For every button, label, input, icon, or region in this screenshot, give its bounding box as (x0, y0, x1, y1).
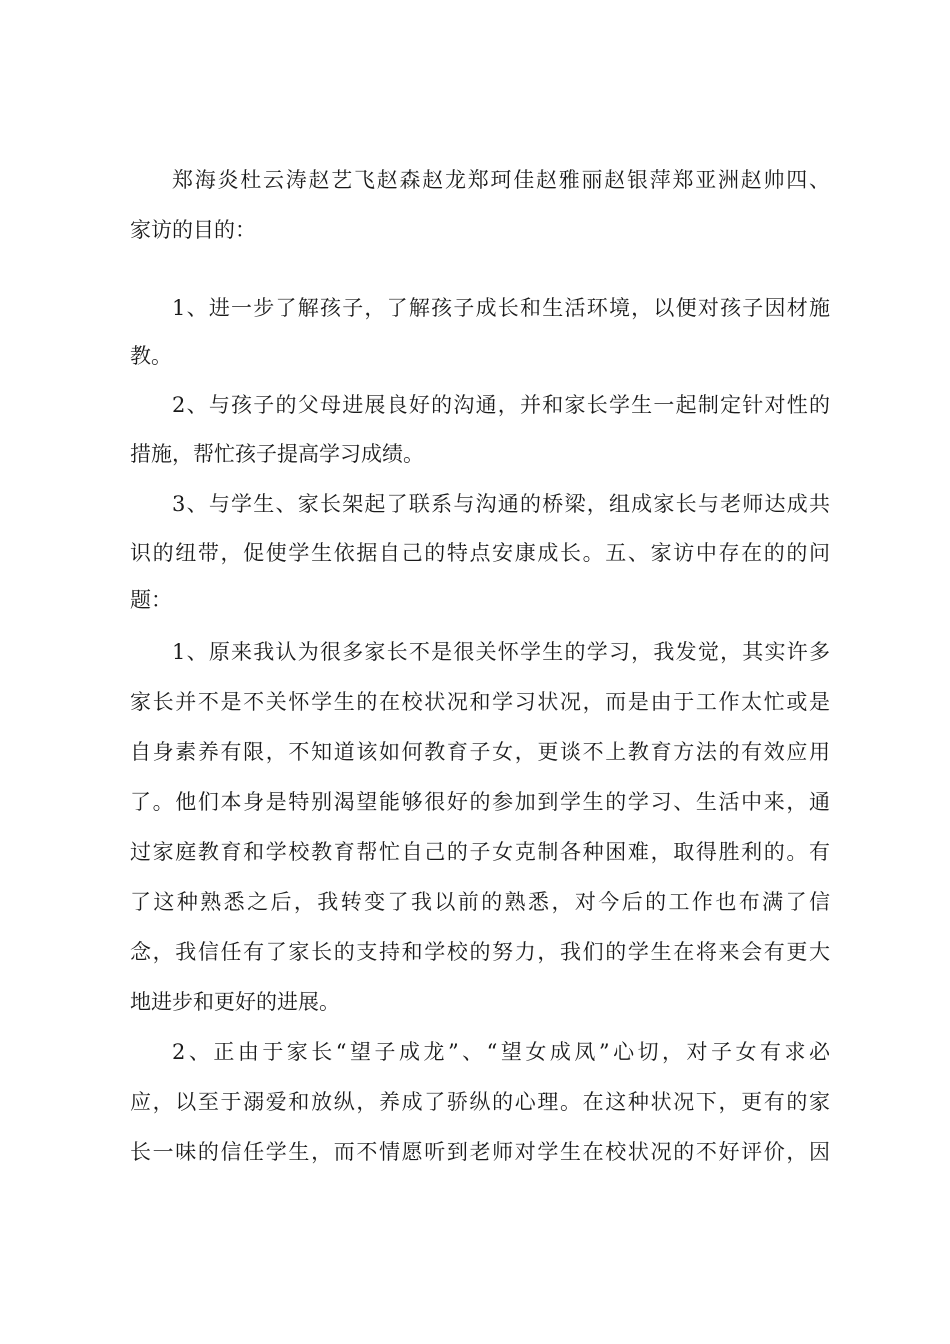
paragraph-line: 2、正由于家长“望子成龙”、“望女成凤”心切，对子女有求必 (172, 1040, 830, 1064)
paragraph-line: 家访的目的： (130, 218, 256, 242)
paragraph-line: 识的纽带，促使学生依据自己的特点安康成长。五、家访中存在的的问 (130, 541, 830, 565)
paragraph-line: 措施，帮忙孩子提高学习成绩。 (130, 442, 424, 466)
paragraph-line: 了。他们本身是特别渴望能够很好的参加到学生的学习、生活中来，通 (130, 790, 830, 814)
paragraph-line: 题： (130, 588, 172, 612)
paragraph-line: 了这种熟悉之后，我转变了我以前的熟悉，对今后的工作也布满了信 (130, 890, 830, 914)
paragraph-line: 3、与学生、家长架起了联系与沟通的桥梁，组成家长与老师达成共 (172, 492, 830, 516)
paragraph-line: 应，以至于溺爱和放纵，养成了骄纵的心理。在这种状况下，更有的家 (130, 1090, 830, 1114)
paragraph-line: 家长并不是不关怀学生的在校状况和学习状况，而是由于工作太忙或是 (130, 690, 830, 714)
paragraph-line: 过家庭教育和学校教育帮忙自己的子女克制各种困难，取得胜利的。有 (130, 840, 830, 864)
paragraph-line: 1、进一步了解孩子，了解孩子成长和生活环境，以便对孩子因材施 (172, 296, 830, 320)
paragraph-line: 地进步和更好的进展。 (130, 990, 340, 1014)
paragraph-line: 自身素养有限，不知道该如何教育子女，更谈不上教育方法的有效应用 (130, 740, 830, 764)
paragraph-line: 念，我信任有了家长的支持和学校的努力，我们的学生在将来会有更大 (130, 940, 830, 964)
paragraph-line: 郑海炎杜云涛赵艺飞赵森赵龙郑珂佳赵雅丽赵银萍郑亚洲赵帅四、 (172, 168, 830, 192)
paragraph-line: 1、原来我认为很多家长不是很关怀学生的学习，我发觉，其实许多 (172, 640, 830, 664)
paragraph-line: 长一味的信任学生，而不情愿听到老师对学生在校状况的不好评价，因 (130, 1140, 830, 1164)
paragraph-line: 2、与孩子的父母进展良好的沟通，并和家长学生一起制定针对性的 (172, 393, 830, 417)
paragraph-line: 教。 (130, 344, 172, 368)
